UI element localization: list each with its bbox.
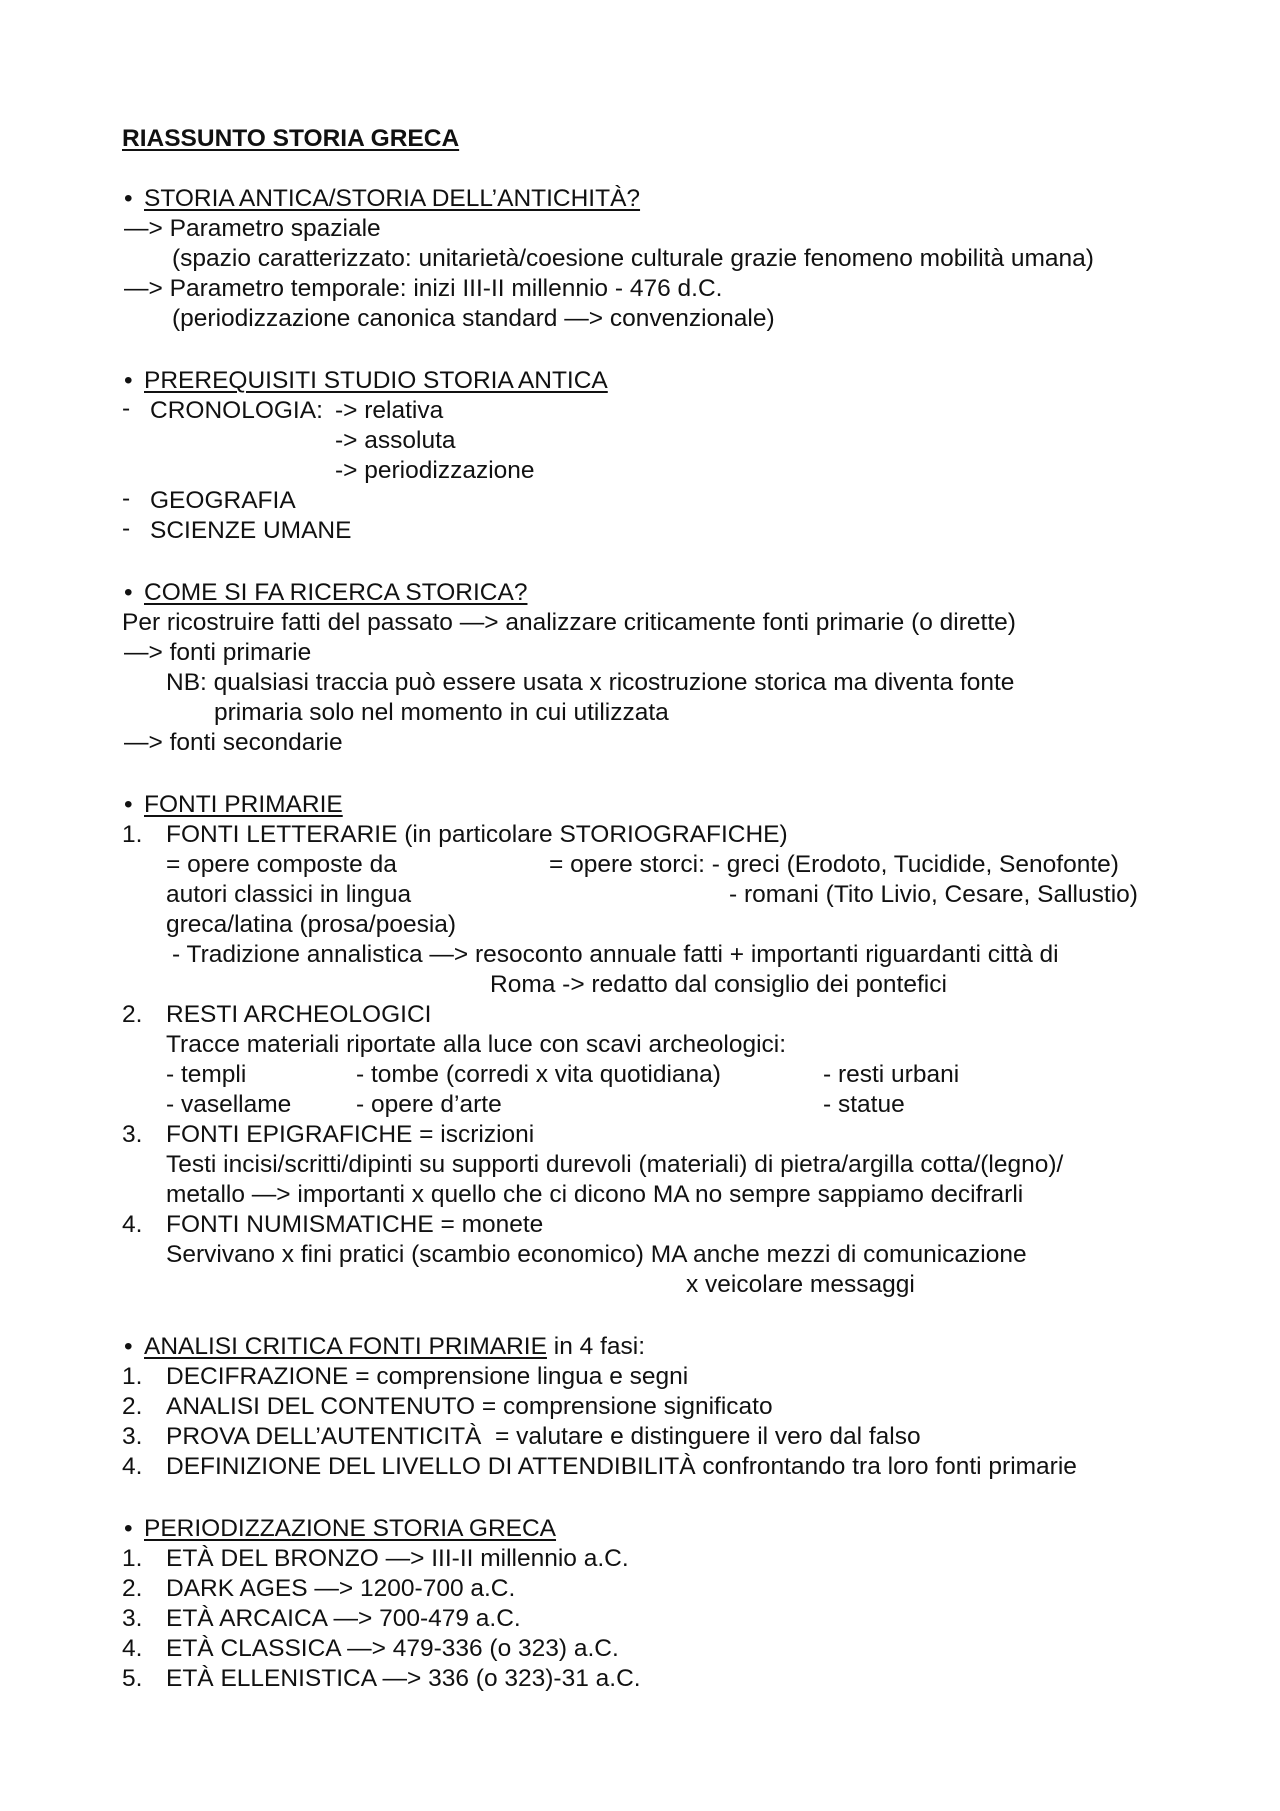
- list-item: ETÀ DEL BRONZO —> III-II millennio a.C.: [166, 1545, 629, 1572]
- bullet: •: [124, 1515, 133, 1542]
- text-line: autori classici in lingua: [166, 881, 412, 908]
- dash-marker: -: [122, 485, 131, 512]
- list-item-geografia: GEOGRAFIA: [150, 487, 296, 514]
- section-heading-analisi-critica: [144, 1332, 645, 1362]
- text-line: —> fonti secondarie: [124, 729, 343, 756]
- bullet: •: [124, 791, 133, 818]
- list-number: 3.: [122, 1121, 143, 1148]
- list-number: 1.: [122, 1363, 143, 1390]
- list-number: 4.: [122, 1453, 143, 1480]
- cronologia-sub-item: -> assoluta: [335, 427, 456, 454]
- list-item-fonti-epigrafiche: FONTI EPIGRAFICHE = iscrizioni: [166, 1121, 535, 1148]
- text-line: —> fonti primarie: [124, 639, 312, 666]
- text-line: metallo —> importanti x quello che ci dicono MA no sempre sappiamo decifrarli: [166, 1181, 1024, 1208]
- list-item: PROVA DELL’AUTENTICITÀ = valutare e distinguere il vero dal falso: [166, 1423, 921, 1450]
- list-item: ETÀ ARCAICA —> 700-479 a.C.: [166, 1605, 521, 1632]
- list-number: 1.: [122, 1545, 143, 1572]
- dash-marker: -: [122, 515, 131, 542]
- archeological-item: - vasellame: [166, 1091, 292, 1118]
- cronologia-sub-item: -> periodizzazione: [335, 457, 535, 484]
- list-item: ETÀ ELLENISTICA —> 336 (o 323)-31 a.C.: [166, 1665, 641, 1692]
- list-item: DEFINIZIONE DEL LIVELLO DI ATTENDIBILITÀ confrontando tra loro fonti primarie: [166, 1453, 1077, 1480]
- bullet: •: [124, 185, 133, 212]
- list-item-fonti-numismatiche: FONTI NUMISMATICHE = monete: [166, 1211, 544, 1238]
- section-heading-prerequisiti: PREREQUISITI STUDIO STORIA ANTICA: [144, 367, 608, 394]
- list-number: 2.: [122, 1001, 143, 1028]
- list-number: 3.: [122, 1423, 143, 1450]
- text-line: Tracce materiali riportate alla luce con scavi archeologici:: [166, 1031, 787, 1058]
- list-item: DARK AGES —> 1200-700 a.C.: [166, 1575, 516, 1602]
- list-item-cronologia: CRONOLOGIA:: [150, 397, 323, 424]
- archeological-item: - templi: [166, 1061, 247, 1088]
- text-line: - romani (Tito Livio, Cesare, Sallustio): [729, 881, 1138, 908]
- bullet: •: [124, 367, 133, 394]
- section-heading-periodizzazione: PERIODIZZAZIONE STORIA GRECA: [144, 1515, 557, 1542]
- archeological-item: - resti urbani: [823, 1061, 960, 1088]
- section-heading-storia-antica: STORIA ANTICA/STORIA DELL’ANTICHITÀ?: [144, 185, 641, 212]
- heading-suffix: in 4 fasi:: [546, 1333, 646, 1360]
- text-line: —> Parametro spaziale: [124, 215, 381, 242]
- archeological-item: - opere d’arte: [356, 1091, 502, 1118]
- text-line: —> Parametro temporale: inizi III-II millennio - 476 d.C.: [124, 275, 723, 302]
- list-number: 4.: [122, 1211, 143, 1238]
- text-line: Testi incisi/scritti/dipinti su supporti durevoli (materiali) di pietra/argilla cotta/(legno)/: [166, 1151, 1064, 1178]
- text-line: (periodizzazione canonica standard —> convenzionale): [172, 305, 775, 332]
- text-line: - Tradizione annalistica —> resoconto annuale fatti + importanti riguardanti città di: [172, 941, 1059, 968]
- text-line: x veicolare messaggi: [686, 1271, 915, 1298]
- text-line: = opere storci: - greci (Erodoto, Tucidide, Senofonte): [549, 851, 1119, 878]
- text-line: (spazio caratterizzato: unitarietà/coesione culturale grazie fenomeno mobilità umana): [172, 245, 1094, 272]
- list-number: 5.: [122, 1665, 143, 1692]
- archeological-item: - tombe (corredi x vita quotidiana): [356, 1061, 721, 1088]
- list-item-fonti-letterarie: FONTI LETTERARIE (in particolare STORIOGRAFICHE): [166, 821, 788, 848]
- list-number: 4.: [122, 1635, 143, 1662]
- list-number: 1.: [122, 821, 143, 848]
- note-line: primaria solo nel momento in cui utilizzata: [214, 699, 669, 726]
- list-item-scienze-umane: SCIENZE UMANE: [150, 517, 352, 544]
- cronologia-sub-item: -> relativa: [335, 397, 444, 424]
- list-number: 2.: [122, 1393, 143, 1420]
- archeological-item: - statue: [823, 1091, 905, 1118]
- dash-marker: -: [122, 395, 131, 422]
- section-heading-fonti-primarie: FONTI PRIMARIE: [144, 791, 343, 818]
- text-line: Roma -> redatto dal consiglio dei pontefici: [490, 971, 947, 998]
- document-title: RIASSUNTO STORIA GRECA: [122, 125, 460, 152]
- heading-underlined: ANALISI CRITICA FONTI PRIMARIE: [144, 1333, 547, 1360]
- text-line: = opere composte da: [166, 851, 397, 878]
- text-line: greca/latina (prosa/poesia): [166, 911, 457, 938]
- list-item: DECIFRAZIONE = comprensione lingua e segni: [166, 1363, 689, 1390]
- list-number: 2.: [122, 1575, 143, 1602]
- list-number: 3.: [122, 1605, 143, 1632]
- list-item: ETÀ CLASSICA —> 479-336 (o 323) a.C.: [166, 1635, 619, 1662]
- section-heading-ricerca-storica: COME SI FA RICERCA STORICA?: [144, 579, 528, 606]
- note-line: NB: qualsiasi traccia può essere usata x ricostruzione storica ma diventa fonte: [166, 669, 1015, 696]
- bullet: •: [124, 1333, 133, 1360]
- text-line: Servivano x fini pratici (scambio economico) MA anche mezzi di comunicazione: [166, 1241, 1027, 1268]
- list-item-resti-archeologici: RESTI ARCHEOLOGICI: [166, 1001, 432, 1028]
- list-item: ANALISI DEL CONTENUTO = comprensione significato: [166, 1393, 773, 1420]
- text-line: Per ricostruire fatti del passato —> analizzare criticamente fonti primarie (o dirette): [122, 609, 1016, 636]
- bullet: •: [124, 579, 133, 606]
